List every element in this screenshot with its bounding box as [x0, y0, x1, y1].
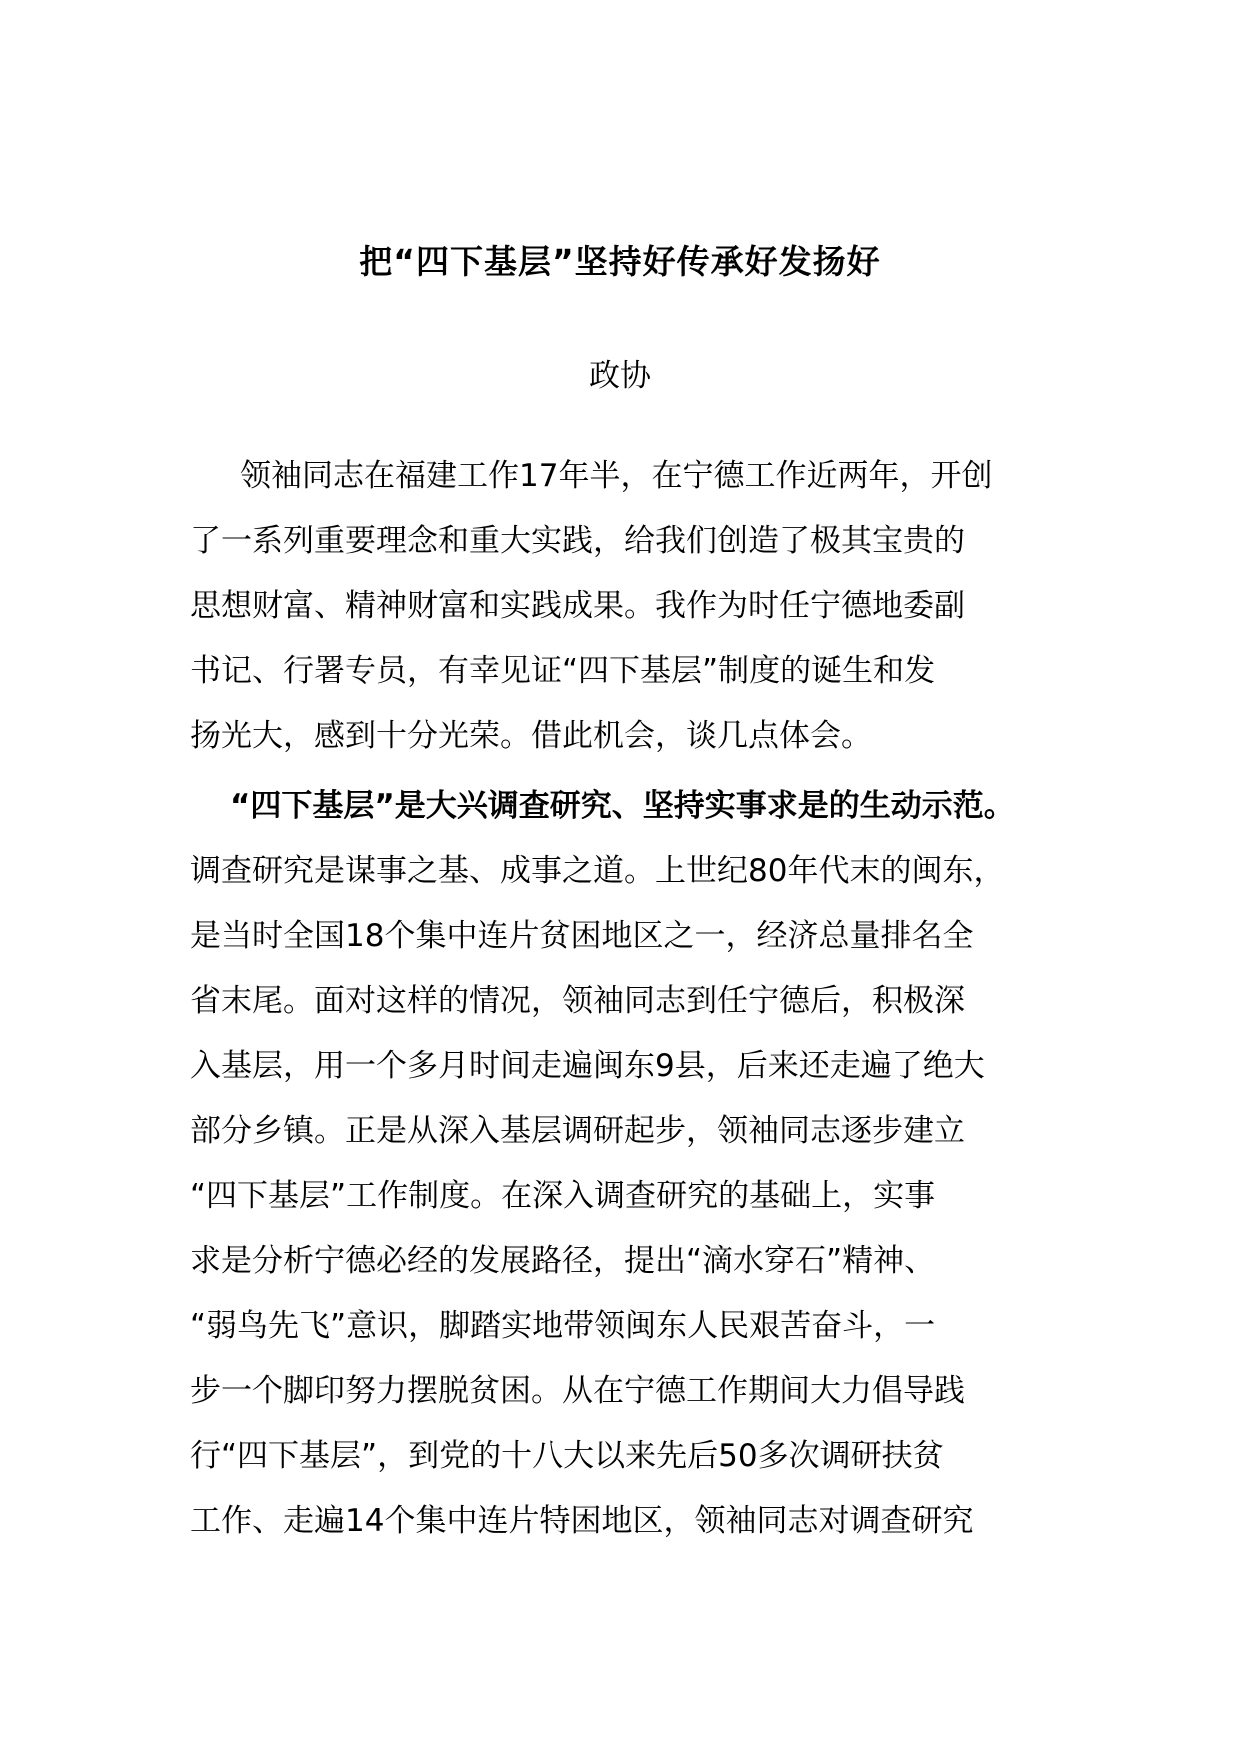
paragraph-line: “四下基层”工作制度。在深入调查研究的基础上，实事 [190, 1178, 936, 1214]
paragraph-heading: “四下基层”是大兴调查研究、坚持实事求是的生动示范。 [230, 788, 1015, 824]
paragraph-line: “弱鸟先飞”意识，脚踏实地带领闽东人民艰苦奋斗，一 [190, 1308, 936, 1344]
paragraph-line: 求是分析宁德必经的发展路径，提出“滴水穿石”精神、 [190, 1243, 936, 1279]
paragraph-line: 步一个脚印努力摆脱贫困。从在宁德工作期间大力倡导践 [190, 1373, 965, 1409]
document-title: 把“四下基层”坚持好传承好发扬好 [359, 242, 881, 281]
paragraph-line: 了一系列重要理念和重大实践，给我们创造了极其宝贵的 [190, 523, 965, 559]
paragraph-line: 扬光大，感到十分光荣。借此机会，谈几点体会。 [190, 718, 872, 754]
paragraph-line: 行“四下基层”，到党的十八大以来先后50多次调研扶贫 [190, 1438, 944, 1474]
paragraph-line: 领袖同志在福建工作17年半，在宁德工作近两年，开创 [240, 458, 993, 494]
paragraph-line: 部分乡镇。正是从深入基层调研起步，领袖同志逐步建立 [190, 1113, 965, 1149]
paragraph-line: 调查研究是谋事之基、成事之道。上世纪80年代末的闽东， [190, 853, 1005, 889]
paragraph-line: 书记、行署专员，有幸见证“四下基层”制度的诞生和发 [190, 653, 936, 689]
paragraph-line: 思想财富、精神财富和实践成果。我作为时任宁德地委副 [190, 588, 965, 624]
paragraph-line: 是当时全国18个集中连片贫困地区之一，经济总量排名全 [190, 918, 974, 954]
paragraph-line: 入基层，用一个多月时间走遍闽东9县，后来还走遍了绝大 [190, 1048, 985, 1084]
paragraph-line: 工作、走遍14个集中连片特困地区，领袖同志对调查研究 [190, 1503, 974, 1539]
document-author: 政协 [589, 358, 651, 394]
paragraph-line: 省末尾。面对这样的情况，领袖同志到任宁德后，积极深 [190, 983, 965, 1019]
